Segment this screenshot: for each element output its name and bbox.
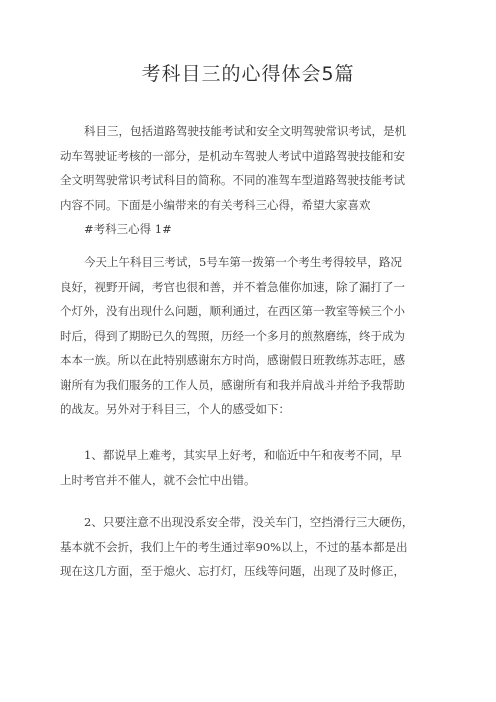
text-line: 全文明驾驶常识考试科目的简称。不同的准驾车型道路驾驶技能考试: [60, 173, 405, 187]
text-line: 上时考官并不催人，就不会忙中出错。: [60, 472, 256, 487]
text-line: 2、只要注意不出现没系安全带，没关车门，空挡滑行三大硬伤，: [84, 515, 414, 529]
text-line: 时后，得到了期盼已久的驾照，历经一个多月的煎熬磨练，终于成为: [60, 328, 405, 343]
text-line: 动车驾驶证考核的一部分，是机动车驾驶人考试中道路驾驶技能和安: [60, 148, 405, 163]
text-line: 基本就不会折，我们上午的考生通过率90%以上，不过的基本都是出: [60, 539, 408, 554]
document-title: 考科目三的心得体会5篇: [141, 63, 355, 85]
text-line: 良好，视野开阔，考官也很和善，并不着急催你加速，除了漏打了一: [60, 279, 405, 294]
text-line: 个灯外，没有出现什么问题，顺利通过，在西区第一教室等候三个小: [60, 304, 405, 318]
paragraph-tip-2: [60, 510, 434, 584]
text-line: 现在这几方面，至于熄火、忘打灯，压线等问题，出现了及时修正，: [60, 564, 405, 578]
text-line: 科目三，包括道路驾驶技能考试和安全文明驾驶常识考试，是机: [84, 124, 406, 138]
text-line: 内容不同。下面是小编带来的有关考科三心得，希望大家喜欢: [60, 197, 371, 212]
paragraph-experience: [60, 250, 434, 422]
text-line: 1、都说早上难考，其实早上好考，和临近中午和夜考不同，早: [84, 448, 402, 462]
text-line: 谢所有为我们服务的工作人员，感谢所有和我并肩战斗并给予我帮助: [60, 377, 405, 392]
paragraph-tip-1: [60, 443, 434, 492]
text-line: 的战友。另外对于科目三，个人的感受如下：: [60, 402, 290, 416]
paragraph-intro: [60, 119, 434, 217]
text-line: 今天上午科目三考试，5号车第一拨第一个考生考得较早，路况: [84, 255, 402, 269]
text-line: #考科三心得 1#: [84, 222, 172, 236]
section-heading-1: [60, 217, 434, 242]
text-line: 本本一族。所以在此特别感谢东方时尚，感谢假日班教练苏志旺，感: [60, 353, 405, 367]
